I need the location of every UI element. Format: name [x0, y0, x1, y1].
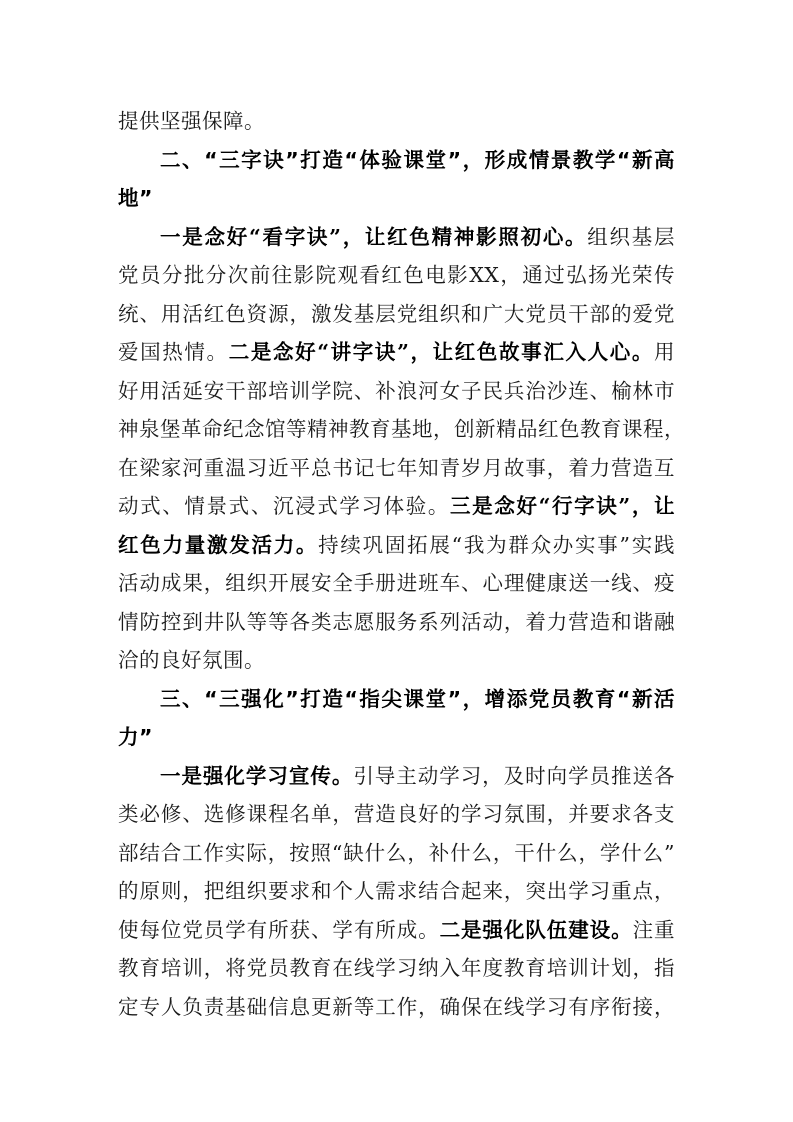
bold-lead-text: 一是强化学习宣传。: [160, 763, 354, 788]
text-run: 组织基层: [587, 224, 676, 249]
text-line: [118, 333, 675, 372]
text-line: [118, 757, 675, 796]
text-run: 注重: [632, 917, 676, 942]
text-line: [118, 795, 675, 834]
section-heading: [118, 680, 675, 757]
text-line: [118, 872, 675, 911]
paragraph: [118, 102, 675, 141]
text-run: 活动成果，组织开展安全手册进班车、心理健康送一线、疫: [118, 571, 675, 595]
text-run: 教育培训，将党员教育在线学习纳入年度教育培训计划，指: [118, 956, 675, 980]
text-line: [118, 179, 675, 218]
text-run: 部结合工作实际，按照“缺什么，补什么，干什么，学什么”: [118, 840, 675, 865]
text-run: 引导主动学习，及时向学员推送各: [353, 763, 676, 788]
bold-lead-text: 三是念好“行字诀”，让: [450, 494, 675, 518]
text-line: [118, 526, 675, 565]
text-line: [118, 295, 675, 334]
text-run: 党员分批分次前往影院观看红色电影XX，通过弘扬光荣传: [118, 263, 675, 287]
text-run: 爱国热情。: [118, 340, 229, 364]
text-run: 二、“三字诀”打造“体验课堂”，形成情景教学“新高: [160, 147, 675, 172]
text-line: [118, 141, 675, 180]
document-page: [118, 102, 685, 1026]
text-run: 好用活延安干部培训学院、补浪河女子民兵治沙连、榆林市: [118, 378, 675, 403]
bold-lead-text: 二是念好“讲字诀”，让红色故事汇入人心。: [228, 340, 654, 364]
text-line: [118, 218, 675, 257]
text-line: [118, 603, 675, 642]
text-run: 三、“三强化”打造“指尖课堂”，增添党员教育“新活: [160, 686, 675, 711]
text-line: [118, 641, 675, 680]
text-run: 统、用活红色资源，激发基层党组织和广大党员干部的爱党: [118, 301, 675, 326]
text-run: 洽的良好氛围。: [118, 648, 265, 672]
bold-lead-text: 二是强化队伍建设。: [439, 917, 633, 942]
text-run: 动式、情景式、沉浸式学习体验。: [118, 494, 451, 518]
text-run: 地”: [118, 186, 153, 210]
section-heading: [118, 141, 675, 218]
text-run: 使每位党员学有所获、学有所成。: [118, 917, 440, 942]
text-run: 力”: [118, 725, 153, 749]
text-line: [118, 718, 675, 757]
text-line: [118, 372, 675, 411]
text-line: [118, 911, 675, 950]
text-line: [118, 949, 675, 988]
text-line: [118, 449, 675, 488]
text-run: 情防控到井队等等各类志愿服务系列活动，着力营造和谐融: [118, 609, 675, 634]
paragraph: [118, 218, 685, 680]
text-run: 神泉堡革命纪念馆等精神教育基地，创新精品红色教育课程，: [118, 417, 685, 441]
text-line: [118, 256, 675, 295]
text-line: [118, 680, 675, 719]
bold-lead-text: 一是念好“看字诀”，让红色精神影照初心。: [160, 224, 588, 249]
text-run: 的原则，把组织要求和个人需求结合起来，突出学习重点，: [118, 879, 675, 903]
paragraph: [118, 757, 675, 1027]
text-line: [118, 102, 675, 141]
text-line: [118, 487, 675, 526]
text-line: [118, 988, 675, 1027]
text-run: 持续巩固拓展“我为群众办实事”实践: [318, 532, 675, 557]
text-run: 类必修、选修课程名单，营造良好的学习氛围，并要求各支: [118, 802, 675, 826]
text-run: 在梁家河重温习近平总书记七年知青岁月故事，着力营造互: [118, 455, 675, 480]
bold-lead-text: 红色力量激发活力。: [118, 532, 319, 557]
text-line: [118, 410, 685, 449]
text-line: [118, 564, 675, 603]
text-line: [118, 834, 675, 873]
text-run: 用: [654, 340, 675, 364]
text-run: 提供坚强保障。: [118, 109, 265, 133]
text-run: 定专人负责基础信息更新等工作，确保在线学习有序衔接，: [118, 994, 675, 1019]
